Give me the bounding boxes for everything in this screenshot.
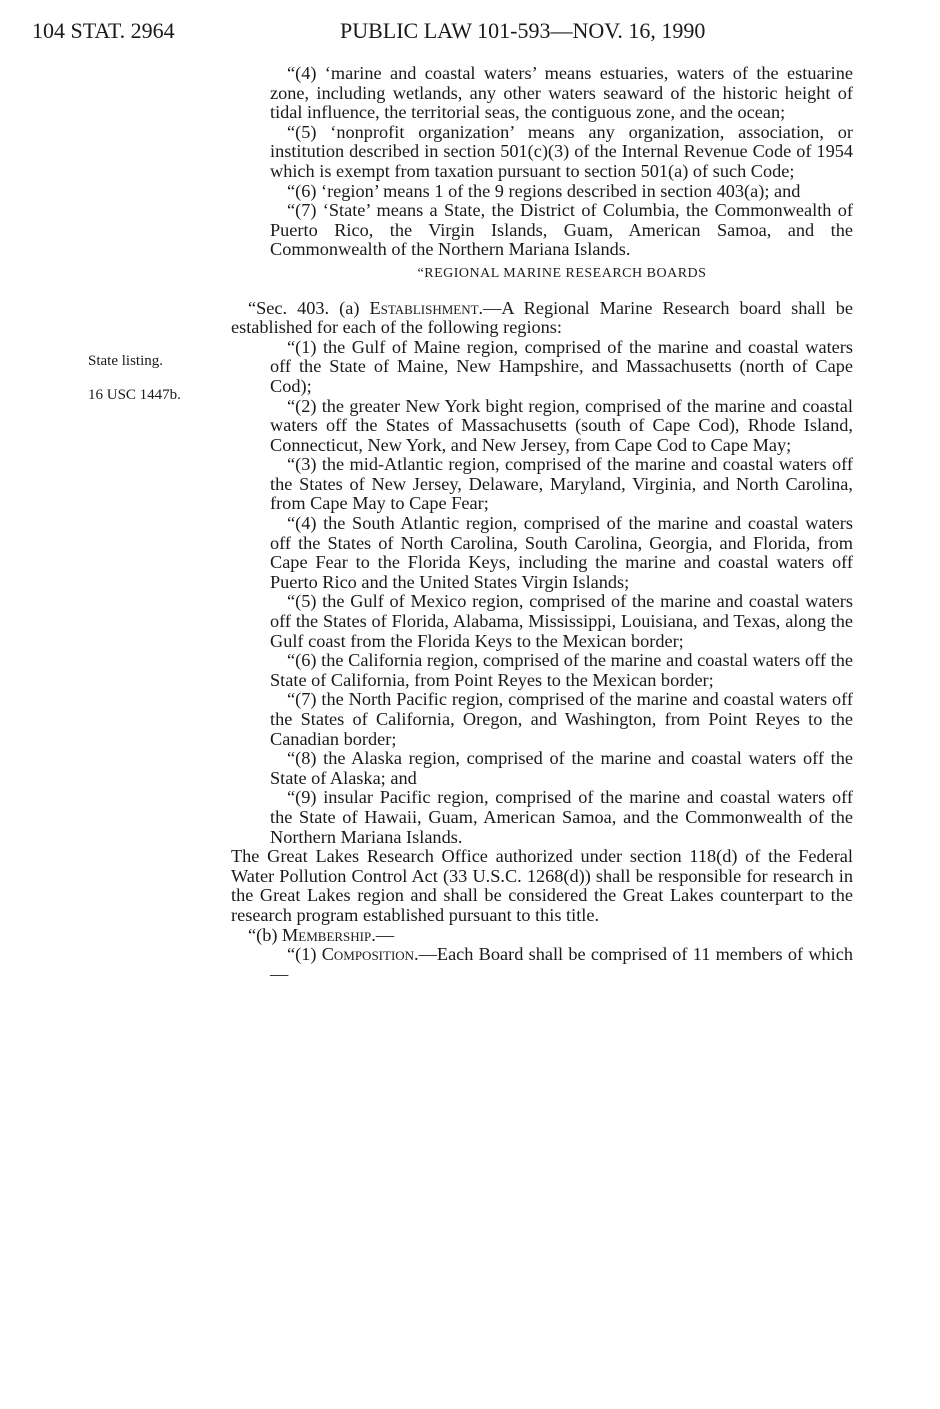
- margin-note-state-listing: State listing.: [88, 353, 163, 369]
- establishment-subhead: Establishment.: [369, 297, 484, 318]
- page-header: [32, 18, 862, 48]
- region-2: “(2) the greater New York bight region, comprised of the marine and coastal waters off the States of Massachusetts (south of Cape Cod), Rhode Island, Connecticut, New York, and New Jersey, from Cape Cod to Cape May;: [270, 395, 853, 455]
- membership-subhead: Membership.: [282, 924, 376, 945]
- section-403-prefix: “Sec. 403. (a): [248, 297, 370, 318]
- composition-subhead: Composition.: [321, 944, 419, 965]
- section-heading: “REGIONAL MARINE RESEARCH BOARDS: [417, 265, 707, 281]
- great-lakes-paragraph: The Great Lakes Research Office authorized under section 118(d) of the Federal Water Pollution Control Act (33 U.S.C. 1268(d)) shall be responsible for research in the Great Lakes region and shall be considered the Great Lakes counterpart to the research program established pursuant to this title.: [231, 846, 853, 925]
- membership-prefix: “(b): [248, 924, 283, 945]
- definition-5: “(5) ‘nonprofit organization’ means any organization, association, or institution described in section 501(c)(3) of the Internal Revenue Code of 1954 which is exempt from taxation pursuant to section 501(a) of such Code;: [270, 121, 853, 181]
- document-body: [231, 64, 853, 984]
- region-9: “(9) insular Pacific region, comprised of the marine and coastal waters off the State of Hawaii, Guam, American Samoa, and the Commonwealth of the Northern Mariana Islands.: [270, 787, 853, 847]
- region-6: “(6) the California region, comprised of the marine and coastal waters off the State of California, from Point Reyes to the Mexican border;: [270, 650, 853, 690]
- composition-paragraph: [231, 945, 853, 984]
- region-1: “(1) the Gulf of Maine region, comprised of the marine and coastal waters off the State of Maine, New Hampshire, and Massachusetts (north of Cape Cod);: [270, 336, 853, 396]
- region-4: “(4) the South Atlantic region, comprised of the marine and coastal waters off the States of North Carolina, South Carolina, Georgia, and Florida, from Cape Fear to the Florida Keys, including the marine and coastal waters off Puerto Rico and the United States Virgin Islands;: [270, 513, 853, 592]
- section-403-intro: [231, 299, 853, 338]
- margin-note-usc-citation: 16 USC 1447b.: [88, 387, 181, 403]
- region-3: “(3) the mid-Atlantic region, comprised of the marine and coastal waters off the States of New Jersey, Delaware, Maryland, Virginia, and North Carolina, from Cape May to Cape Fear;: [270, 454, 853, 514]
- section-403-text: —A Regional Marine Research board shall be established for each of the following regions:: [231, 297, 853, 338]
- definition-7: “(7) ‘State’ means a State, the District of Columbia, the Commonwealth of Puerto Rico, the Virgin Islands, Guam, American Samoa, and the Commonwealth of the Northern Mariana Islands.: [270, 200, 853, 260]
- definition-6: “(6) ‘region’ means 1 of the 9 regions described in section 403(a); and: [287, 180, 801, 201]
- region-8: “(8) the Alaska region, comprised of the marine and coastal waters off the State of Alaska; and: [270, 748, 853, 788]
- law-title: PUBLIC LAW 101-593—NOV. 16, 1990: [340, 18, 706, 43]
- page-reference: 104 STAT. 2964: [32, 18, 175, 43]
- region-5: “(5) the Gulf of Mexico region, comprised of the marine and coastal waters off the States of Florida, Alabama, Mississippi, Louisiana, and Texas, along the Gulf coast from the Florida Keys to the Mexican border;: [270, 591, 853, 651]
- composition-prefix: “(1): [287, 944, 322, 965]
- membership-heading: [231, 926, 853, 946]
- definition-4: “(4) ‘marine and coastal waters’ means estuaries, waters of the estuarine zone, including wetlands, any other waters seaward of the historic height of tidal influence, the territorial seas, the contiguous zone, and the ocean;: [270, 63, 853, 123]
- membership-dash: —: [375, 924, 395, 945]
- composition-text: —Each Board shall be comprised of 11 members of which—: [270, 944, 853, 984]
- region-7: “(7) the North Pacific region, comprised of the marine and coastal waters off the States of California, Oregon, and Washington, from Point Reyes to the Canadian border;: [270, 689, 853, 749]
